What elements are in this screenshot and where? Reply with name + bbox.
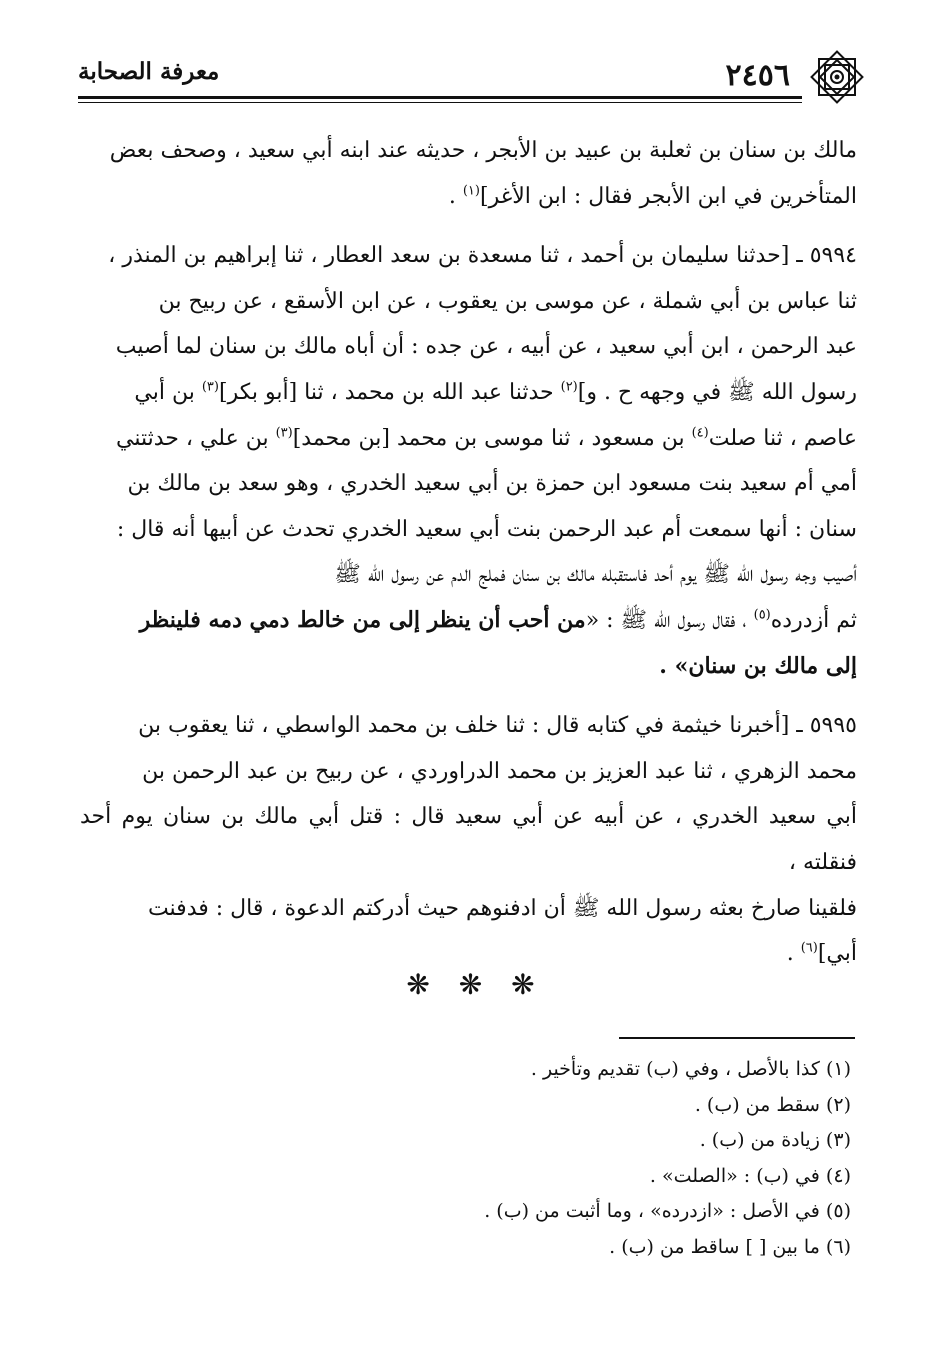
text-line: ثم أزدرده$^{(٥)}$ ، فقال رسول الله ﷺ : «من أحب أن ينظر إلى من خالط دمي دمه فلينظر <box>139 606 857 633</box>
text-line: ثنا عباس بن أبي شملة ، عن موسى بن يعقوب ، عن ابن الأسقع ، عن ربيح بن <box>158 288 857 314</box>
paragraph-hadith-5994 <box>80 233 857 689</box>
text-line: إلى مالك بن سنان» . <box>659 652 857 679</box>
eight-point-star-ornament-icon <box>806 46 868 108</box>
footnote-ref: (٦) <box>800 940 818 956</box>
text-line: فلقينا صارخ بعثه رسول الله ﷺ أن ادفنوهم حيث أدركتم الدعوة ، قال : فدفنت <box>147 895 857 921</box>
footnote-item: (٢) سقط من (ب) . <box>694 1093 851 1116</box>
section-separator: ❋ ❋ ❋ <box>406 968 545 1001</box>
footnote-ref: (٣) <box>275 425 293 441</box>
paragraph-hadith-5995 <box>80 703 857 977</box>
footnote-item: (٤) في (ب) : «الصلت» . <box>649 1164 851 1187</box>
hadith-quote: من أحب أن ينظر إلى من خالط دمي دمه فلينظر <box>139 606 586 633</box>
footnote-rule <box>619 1037 855 1039</box>
footnote-item: (٥) في الأصل : «ازدرده» ، وما أثبت من (ب) . <box>484 1200 851 1222</box>
book-title: معرفة الصحابة <box>78 58 220 85</box>
page-header <box>78 40 868 110</box>
footnote-ref: (٣) <box>201 379 219 395</box>
text-line: محمد الزهري ، ثنا عبد العزيز بن محمد الدراوردي ، عن ربيح بن عبد الرحمن بن <box>142 758 857 784</box>
text-line: عبد الرحمن ، ابن أبي سعيد ، عن أبيه ، عن جده : أن أباه مالك بن سنان لما أصيب <box>115 334 857 360</box>
text-line: أصيب وجه رسول الله ﷺ يوم أحد فاستقبله مالك بن سنان فملج الدم عن رسول الله ﷺ <box>334 562 857 588</box>
text-line: ٥٩٩٥ ـ [أخبرنا خيثمة في كتابه قال : ثنا خلف بن محمد الواسطي ، ثنا يعقوب بن <box>138 713 857 739</box>
text-line: ٥٩٩٤ ـ [حدثنا سليمان بن أحمد ، ثنا مسعدة بن سعد العطار ، ثنا إبراهيم بن المنذر ، <box>108 243 857 269</box>
text-line: أبي سعيد الخدري ، عن أبيه عن أبي سعيد قال : قتل أبي مالك بن سنان يوم أحد فنقلته ، <box>80 804 857 875</box>
paragraph-1 <box>80 128 857 219</box>
footnotes <box>80 1052 851 1265</box>
footnote-ref: (١) <box>462 183 480 199</box>
text-line: المتأخرين في ابن الأبجر فقال : ابن الأغر]$^{(١)}$ . <box>448 183 857 209</box>
header-rule-thin <box>78 102 802 103</box>
main-text <box>80 128 857 991</box>
text-line: أمي أم سعيد بنت مسعود ابن حمزة بن أبي سعيد الخدري ، وهو سعد بن مالك بن <box>127 471 857 497</box>
footnote-item: (١) كذا بالأصل ، وفي (ب) تقديم وتأخير . <box>530 1058 851 1080</box>
footnote-item: (٦) ما بين [ ] ساقط من (ب) . <box>609 1235 851 1258</box>
text-line: مالك بن سنان بن ثعلبة بن عبيد بن الأبجر ، حديثه عند ابنه أبي سعيد ، وصحف بعض <box>109 138 857 163</box>
footnote-item: (٣) زيادة من (ب) . <box>699 1129 851 1151</box>
header-rule <box>78 96 802 99</box>
text-line: سنان : أنها سمعت أم عبد الرحمن بنت أبي سعيد الخدري تحدث عن أبيها أنه قال : <box>116 516 857 542</box>
hadith-quote: إلى مالك بن سنان <box>688 652 857 679</box>
text-line: عاصم ، ثنا صلت$^{(٤)}$ بن مسعود ، ثنا موسى بن محمد [بن محمد]$^{(٣)}$ بن علي ، حدثتني <box>115 425 857 451</box>
page-number: ٢٤٥٦ <box>725 58 790 93</box>
footnote-ref: (٥) <box>753 607 771 623</box>
text-line: أبي]$^{(٦)}$ . <box>786 940 857 967</box>
text-line: رسول الله ﷺ في وجهه ح . و]$^{(٢)}$ حدثنا عبد الله بن محمد ، ثنا [أبو بكر]$^{(٣)}$ بن أبي <box>134 379 857 405</box>
footnote-ref: (٢) <box>560 379 578 395</box>
footnote-ref: (٤) <box>691 425 709 441</box>
